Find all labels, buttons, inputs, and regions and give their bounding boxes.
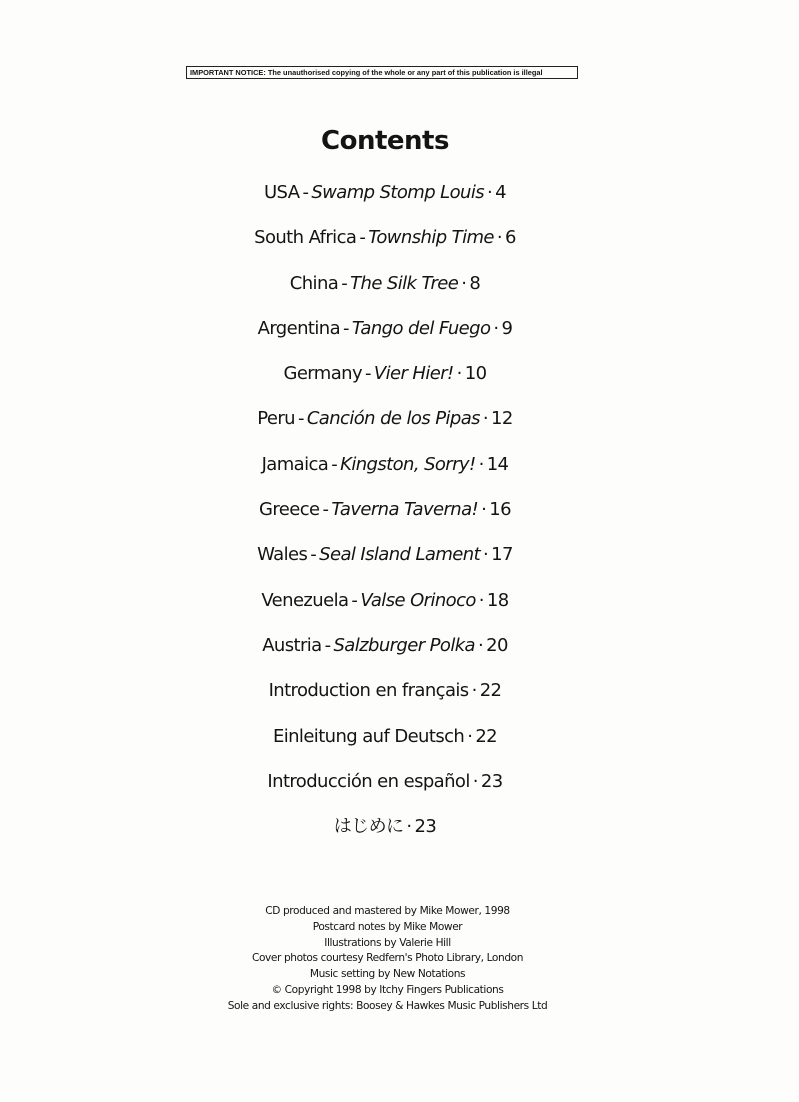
intro-page: 22 (475, 725, 498, 747)
entry-dot: · (471, 680, 477, 702)
credit-line: Music setting by New Notations (309, 968, 466, 981)
entry-country: Peru (257, 408, 295, 430)
contents-entry (0, 359, 770, 404)
entry-country: Germany (283, 363, 363, 385)
copyright-notice: IMPORTANT NOTICE: The unauthorised copying of the whole or any part of this publication is illegal (186, 66, 578, 79)
credit-line: Illustrations by Valerie Hill (324, 936, 451, 949)
entry-dot: · (472, 770, 478, 792)
entry-dot: · (493, 317, 499, 339)
intro-entry (0, 722, 770, 767)
entry-song: Seal Island Lament (319, 544, 481, 566)
entry-country: Austria (262, 634, 322, 656)
entry-country: Venezuela (261, 589, 349, 611)
contents-entry (0, 495, 770, 540)
entry-dot: · (461, 272, 467, 294)
intro-label: Einleitung auf Deutsch (272, 725, 465, 747)
intro-label: Introduction en français (268, 680, 469, 702)
entry-country: Argentina (257, 317, 341, 339)
intro-page: 23 (414, 816, 437, 838)
entry-separator: - (302, 182, 309, 203)
entry-song: Township Time (368, 227, 494, 249)
entry-separator: - (365, 363, 371, 385)
intro-label: Introducción en español (267, 770, 470, 792)
contents-entry (0, 586, 770, 631)
entry-separator: - (331, 453, 338, 475)
entry-song: Taverna Taverna! (331, 499, 479, 521)
entry-country: China (289, 272, 339, 294)
entry-country: Wales (257, 544, 308, 566)
entry-dot: · (478, 453, 484, 475)
entry-dot: · (481, 499, 487, 521)
entry-page: 17 (491, 544, 513, 566)
entry-dot: · (456, 363, 462, 385)
entry-country: South Africa (254, 227, 357, 249)
entry-song: The Silk Tree (350, 272, 459, 294)
intro-entry (0, 767, 770, 812)
entry-separator: - (341, 272, 348, 294)
entry-dot: · (477, 634, 484, 656)
contents-entry (0, 540, 770, 585)
intro-entry (0, 676, 770, 721)
intro-page: 23 (480, 770, 503, 792)
entry-separator: - (324, 634, 331, 656)
entry-separator: - (343, 317, 349, 339)
entry-country: Jamaica (261, 453, 329, 475)
credit-line: CD produced and mastered by Mike Mower, 1998 (265, 905, 510, 917)
credit-line: Sole and exclusive rights: Boosey & Hawkes Music Publishers Ltd (227, 999, 548, 1012)
entry-separator: - (297, 408, 304, 430)
entry-page: 16 (489, 499, 511, 521)
entry-page: 9 (501, 317, 513, 339)
contents-entry (0, 178, 770, 223)
entry-song: Swamp Stomp Louis (311, 182, 485, 203)
credit-line: Cover photos courtesy Redfern's Photo Library, London (251, 952, 524, 965)
entry-separator: - (310, 544, 317, 566)
entry-dot: · (482, 408, 489, 430)
page-title: Contents (321, 126, 449, 156)
entry-song: Salzburger Polka (333, 634, 475, 656)
contents-entry (0, 223, 770, 268)
entry-dot: · (478, 589, 484, 611)
credit-line: Postcard notes by Mike Mower (312, 920, 463, 933)
entry-page: 4 (495, 182, 506, 203)
entry-page: 14 (486, 453, 509, 475)
entry-page: 18 (486, 589, 509, 611)
contents-entry (0, 631, 770, 676)
entry-page: 6 (505, 227, 516, 249)
entry-page: 10 (464, 363, 487, 385)
entry-page: 20 (486, 634, 508, 656)
entry-separator: - (322, 499, 329, 521)
credit-line: © Copyright 1998 by Itchy Fingers Publications (271, 983, 504, 996)
entry-page: 12 (491, 408, 513, 430)
contents-list (0, 178, 770, 857)
contents-entry (0, 269, 770, 314)
entry-dot: · (406, 816, 412, 838)
entry-dot: · (496, 227, 502, 249)
intro-label: はじめに (333, 816, 404, 838)
entry-dot: · (487, 182, 493, 203)
contents-entry (0, 314, 770, 359)
entry-page: 8 (469, 272, 481, 294)
entry-song: Canción de los Pipas (306, 408, 480, 430)
intro-entry (0, 812, 770, 857)
entry-separator: - (351, 589, 358, 611)
contents-entry (0, 450, 770, 495)
contents-entry (0, 404, 770, 449)
entry-separator: - (359, 227, 366, 249)
intro-page: 22 (479, 680, 502, 702)
entry-song: Valse Orinoco (360, 589, 476, 611)
entry-song: Kingston, Sorry! (340, 453, 476, 475)
entry-dot: · (483, 544, 489, 566)
entry-country: USA (263, 182, 300, 203)
entry-dot: · (467, 725, 473, 747)
credits-block (0, 904, 775, 1015)
entry-song: Tango del Fuego (351, 317, 491, 339)
entry-song: Vier Hier! (373, 363, 454, 385)
entry-country: Greece (259, 499, 320, 521)
